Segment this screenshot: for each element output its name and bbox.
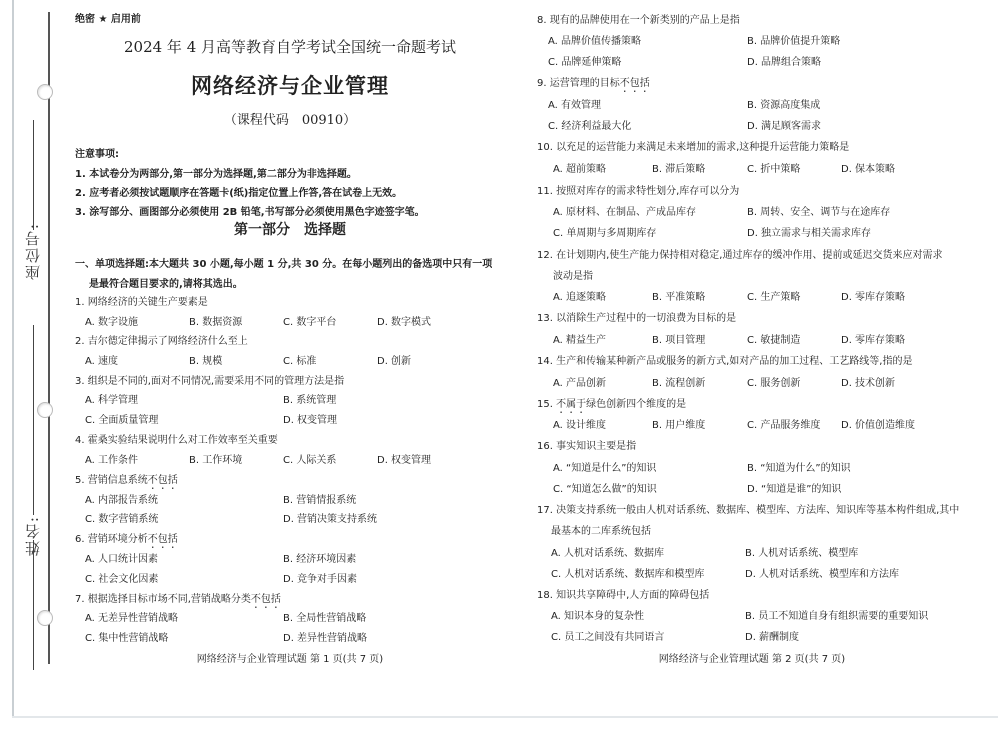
option: D. 差异性营销战略: [283, 633, 368, 644]
option: A. 数字设施: [85, 317, 139, 328]
option: B. 用户维度: [652, 420, 706, 431]
emphasis-text: 不包括: [147, 534, 178, 545]
option: B. 工作环境: [189, 455, 243, 466]
question-number: 15.: [537, 399, 557, 410]
question-17: 17. 决策支持系统一般由人机对话系统、数据库、模型库、方法库、知识库等基本构件组成,其中: [537, 505, 960, 516]
option: D. 竞争对手因素: [283, 574, 358, 585]
subject-title: 网络经济与企业管理: [191, 73, 389, 98]
name-label: 姓名:: [24, 515, 42, 557]
option: B. 经济环境因素: [283, 554, 357, 565]
binding-hole: [37, 84, 53, 100]
option: B. 品牌价值提升策略: [747, 36, 841, 47]
page-footer: 网络经济与企业管理试题 第 1 页(共 7 页): [196, 654, 384, 665]
option: B. 周转、安全、调节与在途库存: [747, 207, 891, 218]
option: B. 资源高度集成: [747, 100, 821, 111]
option: A. 超前策略: [553, 164, 607, 175]
question-6: [75, 530, 178, 551]
option: C. 标准: [283, 356, 317, 367]
option: B. 平准策略: [652, 292, 706, 303]
option: B. 营销情报系统: [283, 495, 357, 506]
instructions: 一、单项选择题:本大题共 30 小题,每小题 1 分,共 30 分。在每小题列出的备选项中只有一项: [75, 259, 493, 270]
question-14: 14. 生产和传输某种新产品或服务的新方式,如对产品的加工过程、工艺路线等,指的是: [537, 356, 913, 367]
option: D. “知道是谁”的知识: [747, 484, 842, 495]
option: A. 原材料、在制品、产成品库存: [553, 207, 697, 218]
question-13: 13. 以消除生产过程中的一切浪费为目标的是: [537, 313, 737, 324]
option: D. 数字模式: [377, 317, 432, 328]
option: A. 内部报告系统: [85, 495, 159, 506]
option: C. 产品服务维度: [747, 420, 821, 431]
option: C. 数字平台: [283, 317, 337, 328]
question-7: [75, 590, 281, 611]
option: A. 品牌价值传播策略: [548, 36, 642, 47]
question-text: 5. 营销信息系统: [75, 475, 148, 486]
option: A. 设计维度: [553, 420, 607, 431]
option: B. 数据资源: [189, 317, 243, 328]
option: B. 流程创新: [652, 378, 706, 389]
option: D. 权变管理: [283, 415, 338, 426]
option: A. 人口统计因素: [85, 554, 159, 565]
option: D. 独立需求与相关需求库存: [747, 228, 872, 239]
option: C. 敏捷制造: [747, 335, 801, 346]
option: B. “知道为什么”的知识: [747, 463, 851, 474]
section-title: 第一部分 选择题: [234, 222, 346, 238]
option: A. 人机对话系统、数据库: [551, 548, 665, 559]
question-11: 11. 按照对库存的需求特性划分,库存可以分为: [537, 186, 740, 197]
option: A. 有效管理: [548, 100, 602, 111]
notice-item: 2. 应考者必须按试题顺序在答题卡(纸)指定位置上作答,答在试卷上无效。: [75, 188, 403, 199]
question-text: 9. 运营管理的目标: [537, 78, 620, 89]
question-12-cont: 波动是指: [553, 271, 593, 282]
emphasis-text: 不属于: [556, 399, 587, 410]
option: D. 保本策略: [841, 164, 896, 175]
notice-item: 3. 涂写部分、画图部分必须使用 2B 铅笔,书写部分必须使用黑色字迹签字笔。: [75, 207, 425, 218]
option: C. 全面质量管理: [85, 415, 159, 426]
emphasis-text: 不包括: [250, 594, 281, 605]
option: C. 人际关系: [283, 455, 337, 466]
question-3: 3. 组织是不同的,面对不同情况,需要采用不同的管理方法是指: [75, 376, 345, 387]
option: D. 创新: [377, 356, 412, 367]
question-15: [537, 395, 686, 416]
option: C. 单周期与多周期库存: [553, 228, 657, 239]
scan-edge-bottom: [12, 716, 998, 718]
option: D. 营销决策支持系统: [283, 514, 378, 525]
option: B. 系统管理: [283, 395, 337, 406]
option: C. 社会文化因素: [85, 574, 159, 585]
option: D. 人机对话系统、模型库和方法库: [745, 569, 900, 580]
question-text: 6. 营销环境分析: [75, 534, 148, 545]
option: C. 人机对话系统、数据库和模型库: [551, 569, 705, 580]
option: C. 服务创新: [747, 378, 801, 389]
question-text: 绿色创新四个维度的是: [586, 399, 687, 410]
option: B. 滞后策略: [652, 164, 706, 175]
option: D. 零库存策略: [841, 292, 906, 303]
course-code: （课程代码 00910）: [223, 113, 357, 128]
option: A. “知道是什么”的知识: [553, 463, 657, 474]
question-18: 18. 知识共享障碍中,人方面的障碍包括: [537, 590, 710, 601]
page-footer: 网络经济与企业管理试题 第 2 页(共 7 页): [658, 654, 846, 665]
question-10: 10. 以充足的运营能力来满足未来增加的需求,这种提升运营能力策略是: [537, 142, 850, 153]
question-text: 7. 根据选择目标市场不同,营销战略分类: [75, 594, 251, 605]
exam-title: 2024 年 4 月高等教育自学考试全国统一命题考试: [123, 38, 457, 56]
name-blank-line-lower: [33, 540, 34, 670]
binding-hole: [37, 610, 53, 626]
binding-hole: [37, 402, 53, 418]
option: B. 规模: [189, 356, 223, 367]
question-2: 2. 吉尔德定律揭示了网络经济什么至上: [75, 336, 248, 347]
option: A. 精益生产: [553, 335, 607, 346]
question-17-cont: 最基本的二库系统包括: [551, 526, 651, 537]
option: C. 生产策略: [747, 292, 801, 303]
question-1: 1. 网络经济的关键生产要素是: [75, 297, 208, 308]
emphasis-text: 不包括: [619, 78, 650, 89]
option: D. 品牌组合策略: [747, 57, 822, 68]
option: B. 人机对话系统、模型库: [745, 548, 859, 559]
secret-mark: 绝密 ★ 启用前: [75, 14, 141, 25]
scan-edge-left: [12, 0, 14, 718]
emphasis-text: 不包括: [147, 475, 178, 486]
option: D. 满足顾客需求: [747, 121, 822, 132]
option: B. 全局性营销战略: [283, 613, 367, 624]
option: C. 折中策略: [747, 164, 801, 175]
option: B. 员工不知道自身有组织需要的重要知识: [745, 611, 929, 622]
option: C. 品牌延伸策略: [548, 57, 622, 68]
option: A. 科学管理: [85, 395, 139, 406]
option: A. 追逐策略: [553, 292, 607, 303]
option: A. 无差异性营销战略: [85, 613, 179, 624]
seat-number-label: 座位号:: [24, 222, 42, 281]
seat-number-blank-line: [33, 120, 34, 230]
notice-heading: 注意事项:: [75, 149, 119, 160]
binding-line: [48, 12, 50, 664]
option: D. 技术创新: [841, 378, 896, 389]
option: D. 零库存策略: [841, 335, 906, 346]
name-blank-line: [33, 325, 34, 515]
question-4: 4. 霍桑实验结果说明什么对工作效率至关重要: [75, 435, 278, 446]
option: C. 经济利益最大化: [548, 121, 632, 132]
option: D. 薪酬制度: [745, 632, 800, 643]
option: D. 权变管理: [377, 455, 432, 466]
option: C. “知道怎么做”的知识: [553, 484, 657, 495]
option: C. 员工之间没有共同语言: [551, 632, 665, 643]
option: A. 知识本身的复杂性: [551, 611, 645, 622]
option: D. 价值创造维度: [841, 420, 916, 431]
question-12: 12. 在计划期内,使生产能力保持相对稳定,通过库存的缓冲作用、提前或延迟交货来应对需求: [537, 250, 943, 261]
option: A. 工作条件: [85, 455, 139, 466]
question-9: [537, 74, 650, 95]
question-5: [75, 471, 178, 492]
question-16: 16. 事实知识主要是指: [537, 441, 637, 452]
option: A. 产品创新: [553, 378, 607, 389]
instructions-cont: 是最符合题目要求的,请将其选出。: [89, 279, 243, 290]
option: C. 数字营销系统: [85, 514, 159, 525]
option: A. 速度: [85, 356, 119, 367]
notice-item: 1. 本试卷分为两部分,第一部分为选择题,第二部分为非选择题。: [75, 169, 357, 180]
option: B. 项目管理: [652, 335, 706, 346]
option: C. 集中性营销战略: [85, 633, 169, 644]
question-8: 8. 现有的品牌使用在一个新类别的产品上是指: [537, 15, 740, 26]
